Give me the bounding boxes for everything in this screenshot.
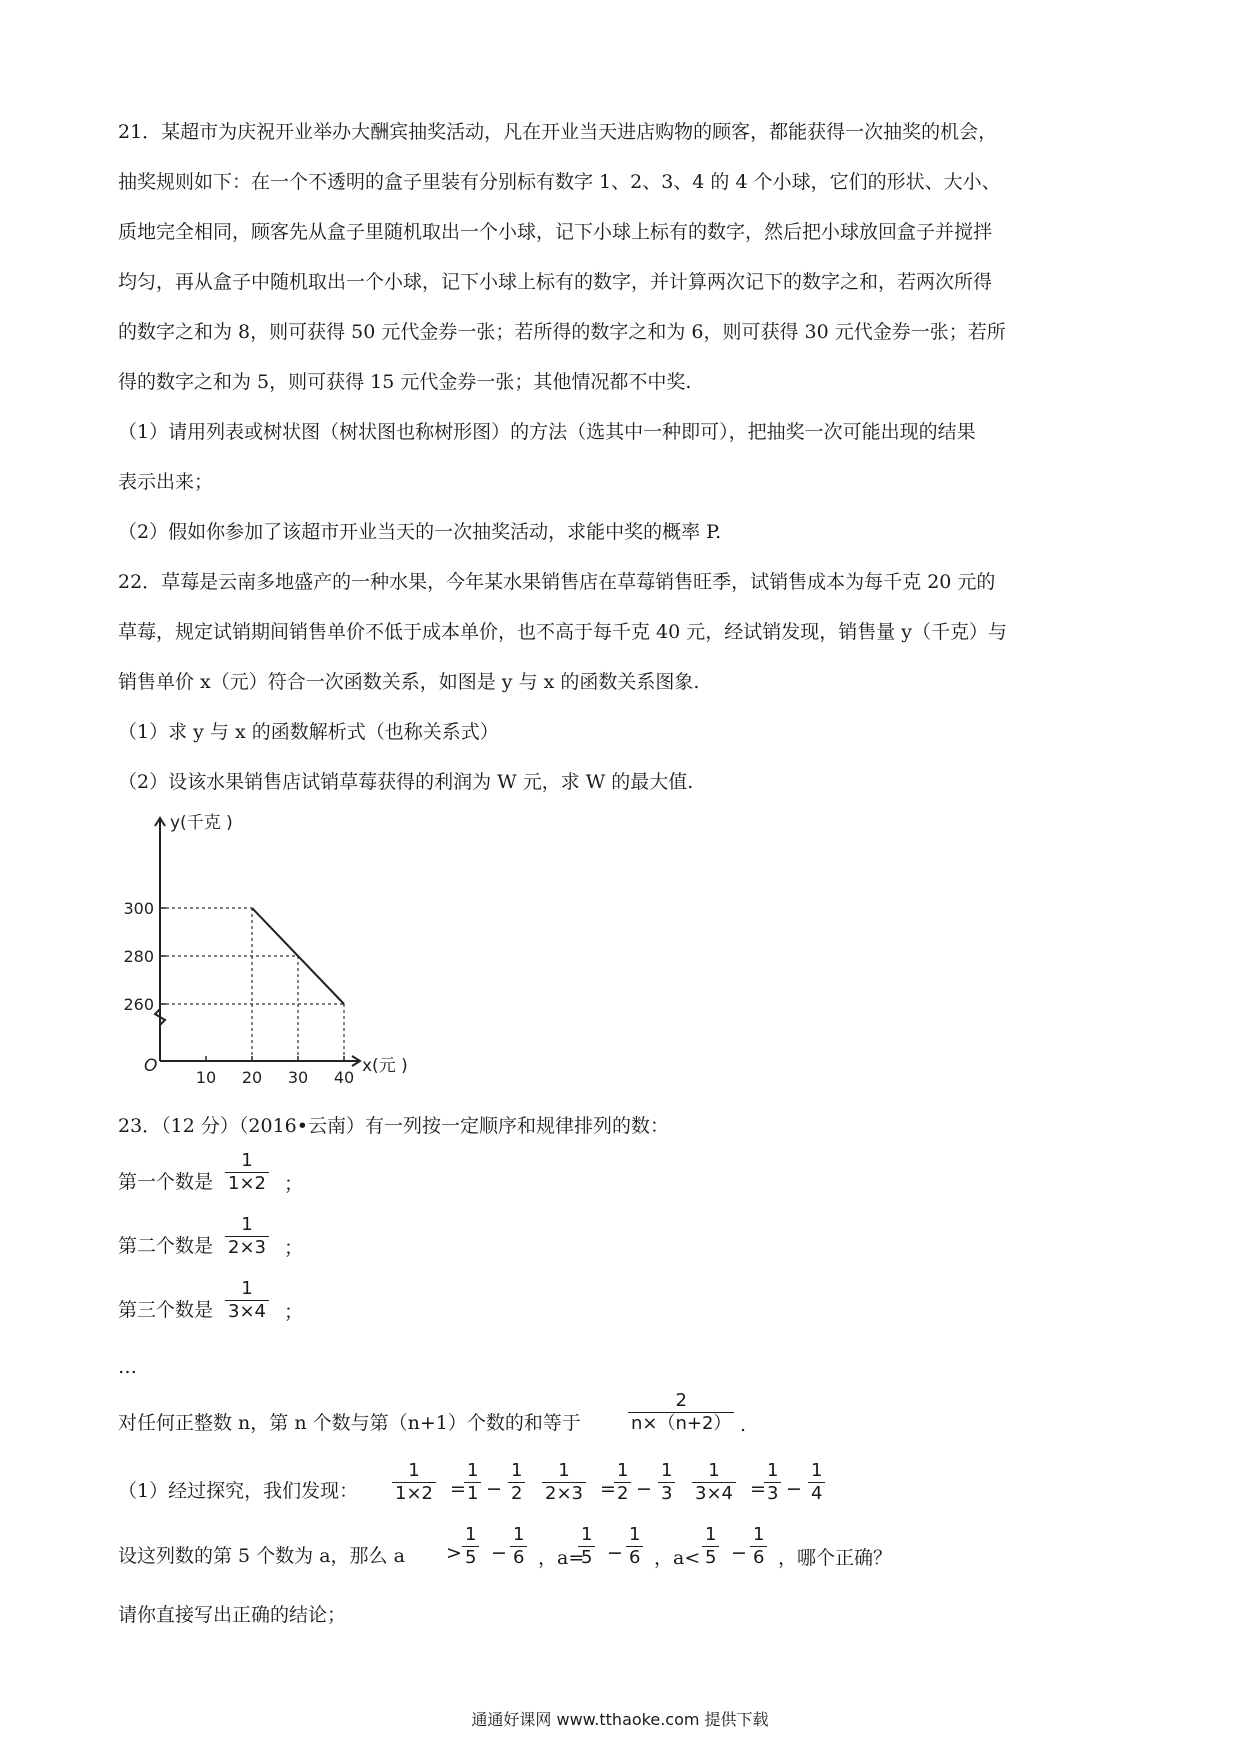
fraction-numerator: 1 bbox=[767, 1460, 779, 1481]
equals-sign: = bbox=[600, 1478, 616, 1500]
fraction-numerator: 1 bbox=[708, 1460, 720, 1481]
third-number-label: 第三个数是 bbox=[118, 1299, 214, 1321]
fraction-one-sixth bbox=[750, 1524, 767, 1569]
fifth-number-text: 设这列数的第 5 个数为 a，那么 a bbox=[118, 1545, 405, 1567]
fraction-numerator: 1 bbox=[513, 1524, 525, 1545]
fraction-denominator: 2×3 bbox=[225, 1236, 269, 1259]
minus-sign: − bbox=[491, 1542, 507, 1564]
footer-source: 通通好课网 www.tthaoke.com 提供下载 bbox=[471, 1710, 769, 1729]
sum-statement: 对任何正整数 n，第 n 个数与第（n+1）个数的和等于 bbox=[118, 1412, 581, 1434]
fraction-one-fifth bbox=[702, 1524, 719, 1569]
equals-sign: = bbox=[750, 1478, 766, 1500]
function-graph bbox=[110, 806, 450, 1096]
discovery-fraction bbox=[392, 1460, 436, 1505]
third-number-fraction bbox=[225, 1278, 269, 1323]
fraction-denominator: 1×2 bbox=[225, 1172, 269, 1195]
fraction-numerator: 1 bbox=[617, 1460, 629, 1481]
part1-text: （1）经过探究，我们发现： bbox=[118, 1480, 359, 1502]
fraction-numerator: 1 bbox=[705, 1524, 717, 1545]
q21-line-2: 抽奖规则如下：在一个不透明的盒子里装有分别标有数字 1、2、3、4 的 4 个小球，它们的形状、大小、 bbox=[118, 171, 1001, 193]
fraction-numerator: 1 bbox=[753, 1524, 765, 1545]
q22-part2: （2）设该水果销售店试销草莓获得的利润为 W 元，求 W 的最大值. bbox=[118, 771, 694, 793]
fraction-numerator: 1 bbox=[629, 1524, 641, 1545]
fraction-denominator: 4 bbox=[808, 1482, 825, 1505]
fraction-denominator: 5 bbox=[578, 1546, 595, 1569]
minus-sign: − bbox=[607, 1542, 623, 1564]
x-tick-label: 30 bbox=[287, 1068, 309, 1087]
discovery-fraction bbox=[658, 1460, 675, 1505]
fraction-denominator: 5 bbox=[702, 1546, 719, 1569]
q21-line-4: 均匀，再从盒子中随机取出一个小球，记下小球上标有的数字，并计算两次记下的数字之和，若两次所得 bbox=[118, 271, 993, 293]
fraction-denominator: 6 bbox=[626, 1546, 643, 1569]
fraction-denominator: 3×4 bbox=[692, 1482, 736, 1505]
first-number-fraction bbox=[225, 1150, 269, 1195]
fraction-numerator: 1 bbox=[558, 1460, 570, 1481]
fraction-denominator: 3×4 bbox=[225, 1300, 269, 1323]
y-tick-label: 300 bbox=[123, 899, 154, 918]
fraction-numerator: 1 bbox=[467, 1460, 479, 1481]
fraction-denominator: 3 bbox=[764, 1482, 781, 1505]
q23-intro: 23．（12 分）（2016•云南）有一列按一定顺序和规律排列的数： bbox=[118, 1115, 669, 1137]
fraction-denominator: 1×2 bbox=[392, 1482, 436, 1505]
fraction-numerator: 1 bbox=[241, 1150, 253, 1171]
fraction-numerator: 1 bbox=[661, 1460, 673, 1481]
x-tick-label: 20 bbox=[241, 1068, 263, 1087]
discovery-fraction bbox=[692, 1460, 736, 1505]
fraction-numerator: 1 bbox=[465, 1524, 477, 1545]
minus-sign: − bbox=[486, 1478, 502, 1500]
first-number-label: 第一个数是 bbox=[118, 1171, 214, 1193]
greater-than-sign: > bbox=[446, 1542, 462, 1564]
fraction-numerator: 1 bbox=[408, 1460, 420, 1481]
q22-part1: （1）求 y 与 x 的函数解析式（也称关系式） bbox=[118, 721, 499, 743]
fraction-denominator: 3 bbox=[658, 1482, 675, 1505]
second-number-fraction bbox=[225, 1214, 269, 1259]
q21-line-1: 21．某超市为庆祝开业举办大酬宾抽奖活动，凡在开业当天进店购物的顾客，都能获得一次抽奖的机会， bbox=[118, 121, 998, 143]
q21-part2: （2）假如你参加了该超市开业当天的一次抽奖活动，求能中奖的概率 P. bbox=[118, 521, 722, 543]
fraction-numerator: 1 bbox=[241, 1278, 253, 1299]
write-conclusion: 请你直接写出正确的结论； bbox=[118, 1604, 347, 1626]
y-axis-label: y(千克 ) bbox=[170, 813, 233, 833]
q21-line-5: 的数字之和为 8，则可获得 50 元代金券一张；若所得的数字之和为 6，则可获得 30 元代金券一张；若所 bbox=[118, 321, 1006, 343]
fraction-numerator: 1 bbox=[581, 1524, 593, 1545]
fraction-one-fifth bbox=[462, 1524, 479, 1569]
second-number-label: 第二个数是 bbox=[118, 1235, 214, 1257]
ellipsis: … bbox=[118, 1356, 137, 1378]
q21-part1-line-1: （1）请用列表或树状图（树状图也称树形图）的方法（选其中一种即可），把抽奖一次可能出现的结果 bbox=[118, 421, 976, 443]
y-tick-label: 260 bbox=[123, 995, 154, 1014]
x-axis-label: x(元 ) bbox=[362, 1056, 408, 1076]
semicolon: ； bbox=[284, 1237, 304, 1259]
x-tick-label: 40 bbox=[333, 1068, 355, 1087]
q22-line-3: 销售单价 x（元）符合一次函数关系，如图是 y 与 x 的函数关系图象. bbox=[118, 671, 700, 693]
origin-label: O bbox=[144, 1056, 158, 1076]
fraction-denominator: 1 bbox=[464, 1482, 481, 1505]
a-less-than: ，a< bbox=[654, 1547, 701, 1569]
q22-line-2: 草莓，规定试销期间销售单价不低于成本单价，也不高于每千克 40 元，经试销发现，销售量 y（千克）与 bbox=[118, 621, 1008, 643]
minus-sign: − bbox=[636, 1478, 652, 1500]
fraction-numerator: 1 bbox=[811, 1460, 823, 1481]
fraction-numerator: 2 bbox=[675, 1390, 687, 1411]
which-is-correct: ，哪个正确？ bbox=[778, 1547, 893, 1569]
minus-sign: − bbox=[786, 1478, 802, 1500]
fraction-one-sixth bbox=[626, 1524, 643, 1569]
x-tick-label: 10 bbox=[195, 1068, 217, 1087]
discovery-fraction bbox=[508, 1460, 525, 1505]
discovery-fraction bbox=[614, 1460, 631, 1505]
fraction-denominator: 2 bbox=[614, 1482, 631, 1505]
fraction-numerator: 1 bbox=[241, 1214, 253, 1235]
q21-part1-line-2: 表示出来； bbox=[118, 471, 214, 493]
semicolon: ； bbox=[284, 1173, 304, 1195]
q21-line-3: 质地完全相同，顾客先从盒子里随机取出一个小球，记下小球上标有的数字，然后把小球放回盒子并搅拌 bbox=[118, 221, 993, 243]
semicolon: ； bbox=[284, 1301, 304, 1323]
fraction-denominator: n×（n+2） bbox=[628, 1412, 734, 1435]
fraction-denominator: 6 bbox=[750, 1546, 767, 1569]
fraction-denominator: 5 bbox=[462, 1546, 479, 1569]
fraction-denominator: 2×3 bbox=[542, 1482, 586, 1505]
minus-sign: − bbox=[731, 1542, 747, 1564]
y-tick-label: 280 bbox=[123, 947, 154, 966]
fraction-one-fifth bbox=[578, 1524, 595, 1569]
q21-line-6: 得的数字之和为 5，则可获得 15 元代金券一张；其他情况都不中奖. bbox=[118, 371, 692, 393]
discovery-fraction bbox=[764, 1460, 781, 1505]
fraction-numerator: 1 bbox=[511, 1460, 523, 1481]
fraction-denominator: 2 bbox=[508, 1482, 525, 1505]
q22-line-1: 22．草莓是云南多地盛产的一种水果，今年某水果销售店在草莓销售旺季，试销售成本为每千克 20 元的 bbox=[118, 571, 996, 593]
a-equals: ，a= bbox=[538, 1547, 585, 1569]
period: . bbox=[740, 1414, 747, 1436]
discovery-fraction bbox=[464, 1460, 481, 1505]
discovery-fraction bbox=[808, 1460, 825, 1505]
sum-fraction bbox=[628, 1390, 734, 1435]
function-line bbox=[252, 908, 344, 1004]
fraction-denominator: 6 bbox=[510, 1546, 527, 1569]
equals-sign: = bbox=[450, 1478, 466, 1500]
discovery-fraction bbox=[542, 1460, 586, 1505]
fraction-one-sixth bbox=[510, 1524, 527, 1569]
